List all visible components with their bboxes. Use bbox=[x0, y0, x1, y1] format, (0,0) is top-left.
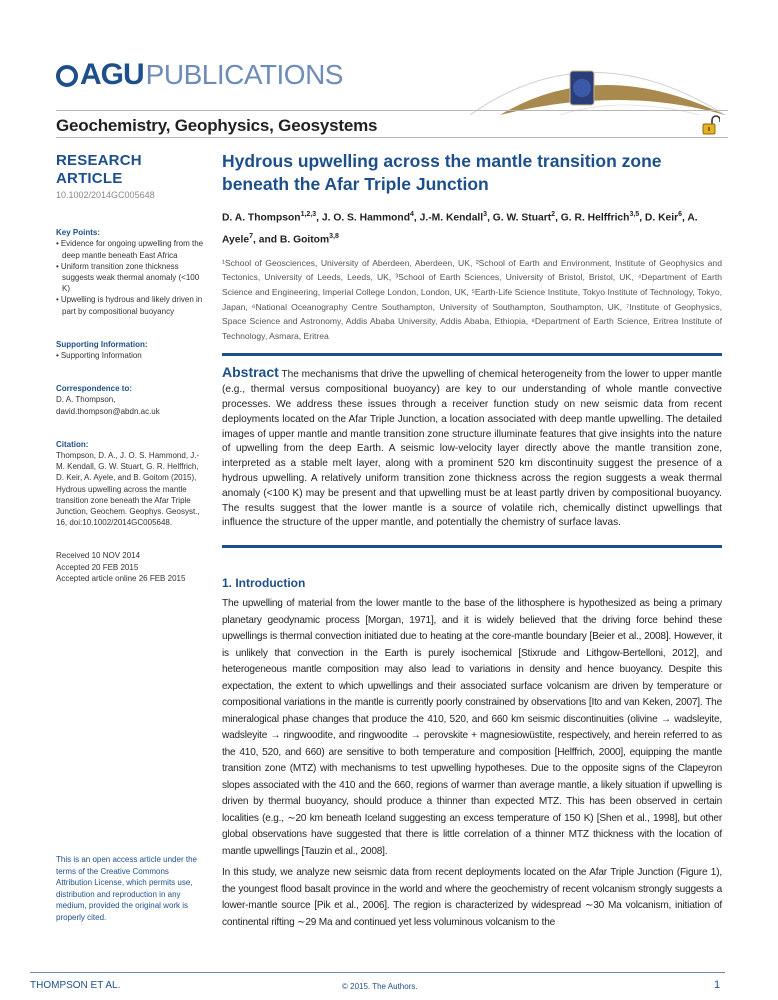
key-point: • Upwelling is hydrous and likely driven in part by compositional buoyancy bbox=[56, 294, 206, 316]
article-title: Hydrous upwelling across the mantle transition zone beneath the Afar Triple Junction bbox=[222, 151, 662, 194]
author-name: J.-M. Kendall bbox=[419, 212, 484, 224]
author-name: G. R. Helffrich bbox=[560, 212, 630, 224]
author-affiliation-marker: 6 bbox=[678, 211, 683, 218]
citation-heading: Citation: bbox=[56, 439, 89, 449]
author-separator: , bbox=[316, 212, 322, 224]
running-author: THOMPSON ET AL. bbox=[30, 980, 121, 991]
author-affiliation-marker: 7 bbox=[249, 233, 254, 241]
correspondence-name: D. A. Thompson, bbox=[56, 395, 116, 405]
abstract-text: The mechanisms that drive the upwelling of chemical heterogeneity from the lower to upper mantle (e.g., thermal versus compositional buoyancy) are key to our understanding of whole mantle convective processes. We address these issues through a receiver function study on new seismic data from recent deployments located on the Afar Triple Junction, a location associated with deep mantle upwelling. The detailed images of upper mantle and mantle transition zone structure illuminate features that give insights into the nature of upwelling from the deep Earth. A seismic low-velocity layer directly above the mantle transition zone, interpreted as a stable melt layer, along with a prominent 520 km discontinuity suggest the presence of a hydrous upwelling. A relatively uniform transition zone thickness across the region suggests a weak thermal anomaly (<100 K) may be present and that upwelling must be at least partly driven by compositional buoyancy. The results suggest that the lower mantle is a source of volatile rich, chemically distinct upwellings that influence the structure of the upper mantle, and potentially the chemistry of surface lavas. bbox=[222, 369, 722, 529]
author-affiliation-marker: 3,8 bbox=[329, 233, 339, 241]
abstract-bottom-rule bbox=[222, 545, 722, 548]
author-separator: , bbox=[555, 212, 561, 224]
article-main bbox=[222, 150, 722, 931]
abstract-top-rule bbox=[222, 353, 722, 356]
author-separator: , bbox=[413, 212, 420, 224]
author-separator: , bbox=[682, 212, 688, 224]
key-point: • Uniform transition zone thickness suggests weak thermal anomaly (<100 K) bbox=[56, 261, 206, 295]
key-points-heading: Key Points: bbox=[56, 228, 101, 238]
correspondence-email[interactable]: david.thompson@abdn.ac.uk bbox=[56, 406, 160, 416]
section-heading-introduction: 1. Introduction bbox=[222, 576, 306, 591]
author-affiliation-marker: 3,5 bbox=[629, 211, 640, 218]
abstract bbox=[222, 365, 722, 531]
author-name: A. Ayele bbox=[222, 212, 698, 246]
header-divider bbox=[56, 110, 728, 111]
abstract-heading: Abstract bbox=[222, 364, 279, 381]
supporting-info-heading: Supporting Information: bbox=[56, 339, 148, 349]
body-paragraph: The upwelling of material from the lower mantle to the base of the lithosphere is hypothesized as being a primary planetary geodynamic process [Morgan, 1971], and it is widely believed that the driving force behind these upwellings is thermal convection initiated due to heating at the core-mantle boundary [Beier et al., 2008]. However, it is unlikely that convection in the Earth is purely isochemical [Stixrude and Lithgow-Bertelloni, 2012], and heterogeneous mantle composition may also lead to variations in density and hence buoyancy. Despite this expectation, the extent to which upwellings and their associated surface volcanism are driven by temperature or compositional variations in the mantle is currently poorly constrained by observations [Ito and van Keken, 2007]. The mineralogical phase changes that produce the 410, 520, and 660 km seismic discontinuities (olivine → wadsleyite, wadsleyite → ringwoodite, and ringwoodite → perovskite + magnesiowüstite, respectively, and herein referred to as the 410, 520, and 660) are sensitive to both temperature and composition [Helffrich, 2000], equipping the mantle transition zone (MTZ) with mechanisms to test upwelling hypotheses. Due to the opposite signs of the Clapeyron slopes associated with the 410 and the 660, regions of warmer than average mantle, a likely situation if upwelling is driven by thermal buoyancy, should produce a thinner than expected MTZ. This has been observed in certain localities (e.g., ∼20 km beneath Iceland suggesting an excess temperature of 150 K) [Shen et al., 1998], but other global observations have suggested that there is little correlation of a thinner MTZ thickness with the location of mantle upwellings [Tauzin et al., 2008]. bbox=[222, 598, 722, 857]
correspondence-heading: Correspondence to: bbox=[56, 384, 133, 394]
author-name: D. A. Thompson bbox=[222, 212, 301, 224]
affiliations: ¹School of Geosciences, University of Aberdeen, Aberdeen, UK, ²School of Earth and Environment, Institute of Geophysics and Tectonics, University of Leeds, Leeds, UK, ³School of Earth Sciences, University of Bristol, Bristol, UK, ⁴Department of Earth Science and Engineering, Imperial College London, London, UK, ⁵Earth-Life Science Institute, Tokyo Institute of Technology, Tokyo, Japan, ⁶National Oceanography Centre Southampton, University of Southampton, Southampton, UK, ⁷Institute of Geophysics, Space Science and Astronomy, Addis Ababa University, Addis Ababa, Ethiopia, ⁸Department of Earth Science, Eritrea Institute of Technology, Asmara, Eritrea bbox=[222, 257, 722, 341]
open-lock-icon bbox=[702, 115, 720, 135]
author-affiliation-marker: 4 bbox=[410, 211, 414, 218]
agu-logo-icon bbox=[56, 65, 78, 87]
author-affiliation-marker: 2 bbox=[551, 211, 556, 218]
citation-text: Thompson, D. A., J. O. S. Hammond, J.-M. Kendall, G. W. Stuart, G. R. Helffrich, D. Keir, A. Ayele, and B. Goitom (2015), Hydrous upwelling across the mantle transition zone beneath the Afar Triple Junction, Geochem. Geophys. Geosyst., 16, doi:10.1002/2014GC005648. bbox=[56, 451, 200, 528]
agu-publications-logo: AGUPUBLICATIONS bbox=[56, 58, 343, 92]
author-name: J. O. S. Hammond bbox=[321, 212, 410, 224]
author-separator: , bbox=[487, 212, 493, 224]
author-separator: , and bbox=[253, 234, 280, 246]
author-separator: , bbox=[639, 212, 645, 224]
received-date: Received 10 NOV 2014 bbox=[56, 551, 141, 561]
article-type: RESEARCH ARTICLE bbox=[56, 152, 142, 187]
body-paragraph: In this study, we analyze new seismic data from recent deployments located on the Afar Triple Junction (Figure 1), the youngest flood basalt province in the world and where the geochemistry of recent volcanism strongly suggests a lower-mantle source [Pik et al., 2006]. The region is characterized by widespread ∼30 Ma volcanism, initiation of continental rifting ∼29 Ma and continued yet less voluminous volcanism to the bbox=[222, 867, 722, 928]
author-name: B. Goitom bbox=[279, 234, 330, 246]
author-name: G. W. Stuart bbox=[492, 212, 552, 224]
author-affiliation-marker: 1,2,3 bbox=[300, 211, 317, 218]
sidebar bbox=[56, 152, 206, 584]
page-number: 1 bbox=[714, 979, 721, 991]
journal-title: Geochemistry, Geophysics, Geosystems bbox=[56, 116, 378, 135]
supporting-info-link[interactable]: • Supporting Information bbox=[56, 350, 206, 361]
open-access-note: This is an open access article under the terms of the Creative Commons Attribution License, which permits use, distribution and reproduction in any medium, provided the original work is properly cited. bbox=[56, 855, 197, 922]
doi[interactable]: 10.1002/2014GC005648 bbox=[56, 190, 155, 200]
online-date: Accepted article online 26 FEB 2015 bbox=[56, 573, 186, 583]
author-name: D. Keir bbox=[644, 212, 679, 224]
journal-banner-graphic bbox=[470, 55, 730, 115]
accepted-date: Accepted 20 FEB 2015 bbox=[56, 562, 139, 572]
footer-divider bbox=[30, 972, 725, 973]
author-list bbox=[222, 205, 722, 250]
copyright: © 2015. The Authors. bbox=[342, 982, 418, 991]
author-affiliation-marker: 3 bbox=[483, 211, 488, 218]
key-point: • Evidence for ongoing upwelling from the deep mantle beneath East Africa bbox=[56, 238, 206, 260]
journal-divider bbox=[56, 137, 728, 138]
